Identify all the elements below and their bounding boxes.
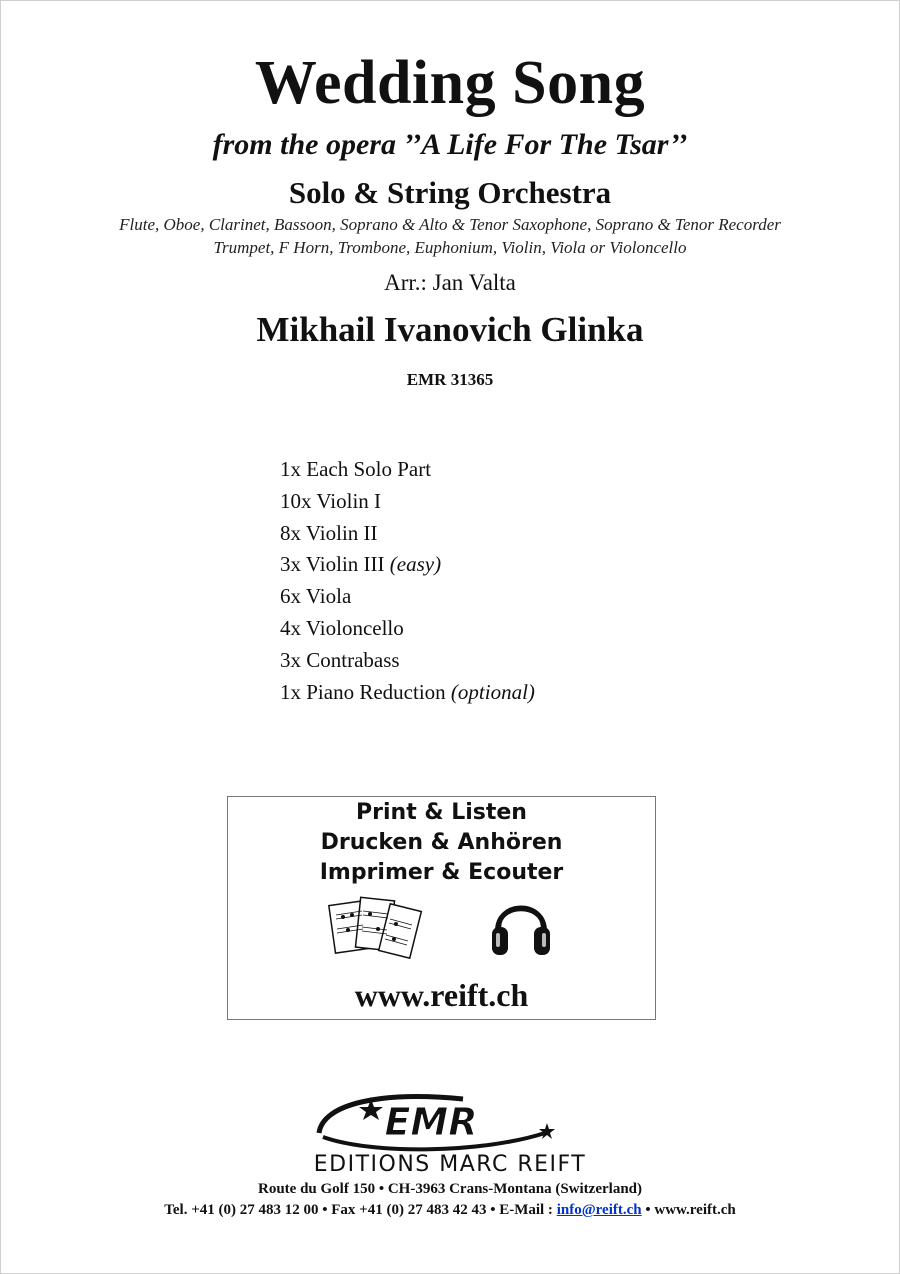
part-item [280,549,535,581]
part-label: 4x Violoncello [280,615,404,640]
part-item [280,645,535,677]
part-item [280,581,535,613]
part-item [280,454,535,486]
emr-logo [313,1093,558,1153]
email-link[interactable]: info@reift.ch [556,1202,642,1218]
part-item [280,518,535,550]
arranger: Arr.: Jan Valta [384,270,516,295]
part-label: 8x Violin II [280,520,378,545]
promo-line-fr: Imprimer & Ecouter [319,860,564,885]
score-subtitle: from the opera ’’A Life For The Tsar’’ [212,128,688,161]
publisher-address: Route du Golf 150 • CH-3963 Crans-Montana (Switzerland) [258,1181,642,1197]
part-note: (easy) [389,552,442,577]
part-label: 6x Viola [280,584,352,609]
sheet-music-icon [328,893,423,965]
composer: Mikhail Ivanovich Glinka [256,310,644,349]
ensemble-label: Solo & String Orchestra [288,175,612,210]
instrument-list-line-2: Trumpet, F Horn, Trombone, Euphonium, Violin, Viola or Violoncello [213,238,687,257]
promo-line-en: Print & Listen [356,800,527,825]
print-listen-box [227,796,656,1020]
instrument-list-line-1: Flute, Oboe, Clarinet, Bassoon, Soprano & Alto & Tenor Saxophone, Soprano & Tenor Recorder [119,215,781,234]
promo-website: www.reift.ch [354,977,529,1013]
headphones-icon [490,893,552,959]
part-label: 1x Each Solo Part [280,457,432,481]
contact-website: • www.reift.ch [641,1202,736,1218]
catalog-code: EMR 31365 [406,370,494,389]
part-note: (optional) [450,679,535,704]
part-item [280,613,535,645]
promo-line-de: Drucken & Anhören [320,830,563,855]
publisher-name: EDITIONS MARC REIFT [313,1152,587,1177]
part-label: 1x Piano Reduction [280,679,446,704]
emr-logo-text: EMR [384,1100,478,1144]
contact-phone-fax: Tel. +41 (0) 27 483 12 00 • Fax +41 (0) 27 483 42 43 • E-Mail : [164,1202,557,1218]
part-label: 3x Violin III [280,552,385,577]
parts-list [280,454,535,708]
part-label: 10x Violin I [280,488,382,513]
part-item [280,486,535,518]
publisher-contact [0,1202,900,1219]
score-title: Wedding Song [254,49,646,117]
part-label: 3x Contrabass [280,647,400,672]
part-item [280,677,535,709]
